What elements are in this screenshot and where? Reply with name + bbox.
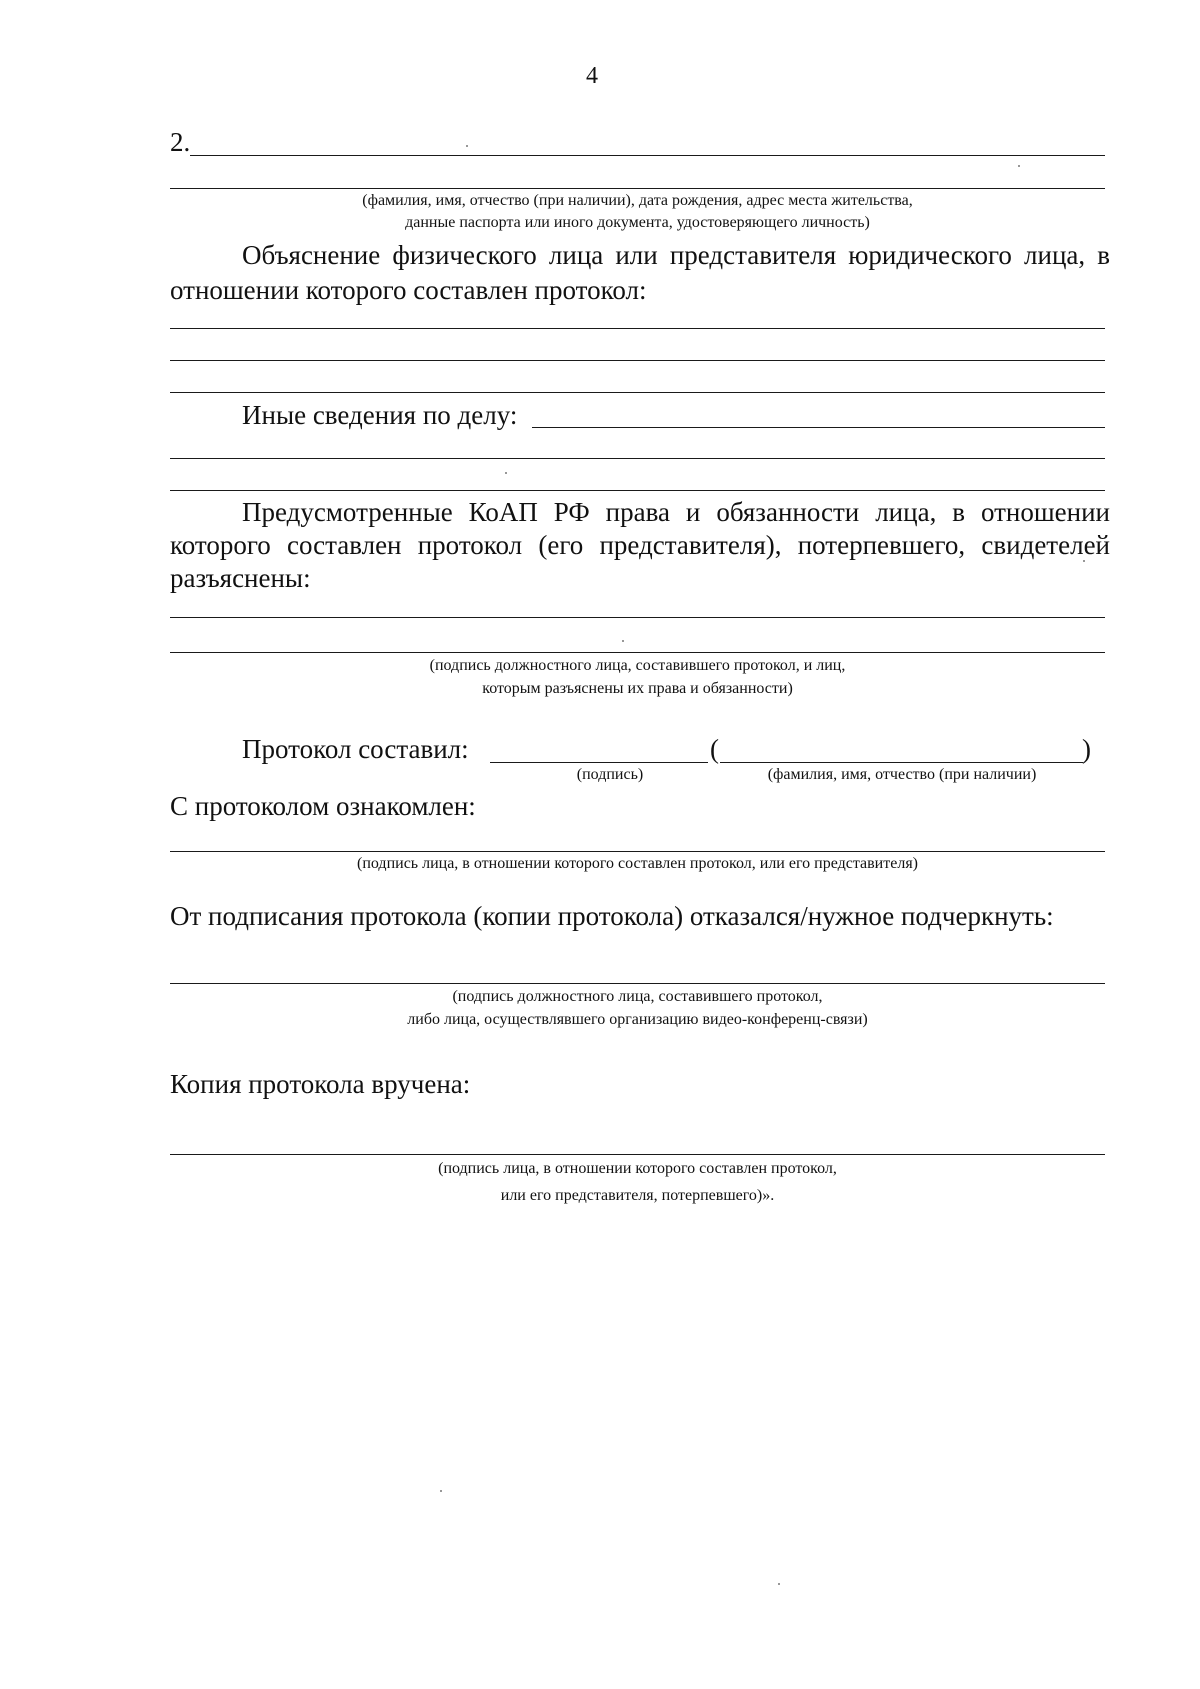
scan-speck (622, 640, 624, 642)
scan-speck (466, 145, 468, 147)
explanation-text-line2: отношении которого составлен протокол: (170, 275, 647, 305)
compiled-by-name-caption: (фамилия, имя, отчество (при наличии) (767, 766, 1037, 783)
explanation-line-3[interactable] (170, 392, 1105, 393)
refusal-caption-line1: (подпись должностного лица, составившего протокол, (452, 988, 823, 1005)
rights-text-line2: которого составлен протокол (его представителя), потерпевшего, свидетелей (170, 530, 1110, 560)
rights-text-line1: Предусмотренные КоАП РФ права и обязанности лица, в отношении (242, 497, 1110, 527)
explanation-text-line1: Объяснение физического лица или представителя юридического лица, в (242, 240, 1110, 270)
refusal-label: От подписания протокола (копии протокола) отказался/нужное подчеркнуть: (170, 901, 1054, 931)
compiled-by-signature-line[interactable] (490, 762, 708, 763)
copy-delivered-caption-line2: или его представителя, потерпевшего)». (500, 1187, 775, 1204)
compiled-by-label: Протокол составил: (242, 734, 469, 764)
compiled-by-signature-caption: (подпись) (576, 766, 644, 783)
other-info-label: Иные сведения по делу: (242, 400, 518, 430)
refusal-caption-line2: либо лица, осуществлявшего организацию видео-конференц-связи) (407, 1011, 868, 1028)
explanation-line-1[interactable] (170, 328, 1105, 329)
refusal-signature-line[interactable] (170, 983, 1105, 984)
explanation-line-2[interactable] (170, 360, 1105, 361)
copy-delivered-signature-line[interactable] (170, 1154, 1105, 1155)
acquainted-signature-line[interactable] (170, 851, 1105, 852)
other-info-line-1[interactable] (532, 427, 1105, 428)
scan-speck (1083, 560, 1085, 562)
copy-delivered-caption-line1: (подпись лица, в отношении которого составлен протокол, (438, 1160, 837, 1177)
copy-delivered-label: Копия протокола вручена: (170, 1069, 471, 1099)
other-info-line-3[interactable] (170, 490, 1105, 491)
scan-speck (1018, 165, 1020, 167)
item-caption-line1: (фамилия, имя, отчество (при наличии), дата рождения, адрес места жительства, (362, 192, 913, 209)
scan-speck (505, 472, 507, 474)
item-caption-line2: данные паспорта или иного документа, удостоверяющего личность) (405, 214, 870, 231)
acquainted-caption: (подпись лица, в отношении которого составлен протокол, или его представителя) (357, 855, 918, 872)
compiled-by-close-paren: ) (1082, 734, 1091, 764)
rights-line-2[interactable] (170, 652, 1105, 653)
acquainted-label: С протоколом ознакомлен: (170, 791, 476, 821)
compiled-by-name-line[interactable] (720, 762, 1083, 763)
page-number: 4 (586, 63, 598, 89)
item-name-line-2[interactable] (170, 188, 1105, 189)
item-name-line[interactable] (190, 155, 1105, 156)
compiled-by-open-paren: ( (710, 734, 719, 764)
scan-speck (440, 1490, 442, 1492)
scan-speck (778, 1583, 780, 1585)
rights-caption-line1: (подпись должностного лица, составившего протокол, и лиц, (429, 657, 846, 674)
rights-text-line3: разъяснены: (170, 563, 311, 593)
rights-line-1[interactable] (170, 617, 1105, 618)
rights-caption-line2: которым разъяснены их права и обязанности) (482, 680, 793, 697)
other-info-line-2[interactable] (170, 458, 1105, 459)
item-number: 2. (170, 127, 191, 157)
